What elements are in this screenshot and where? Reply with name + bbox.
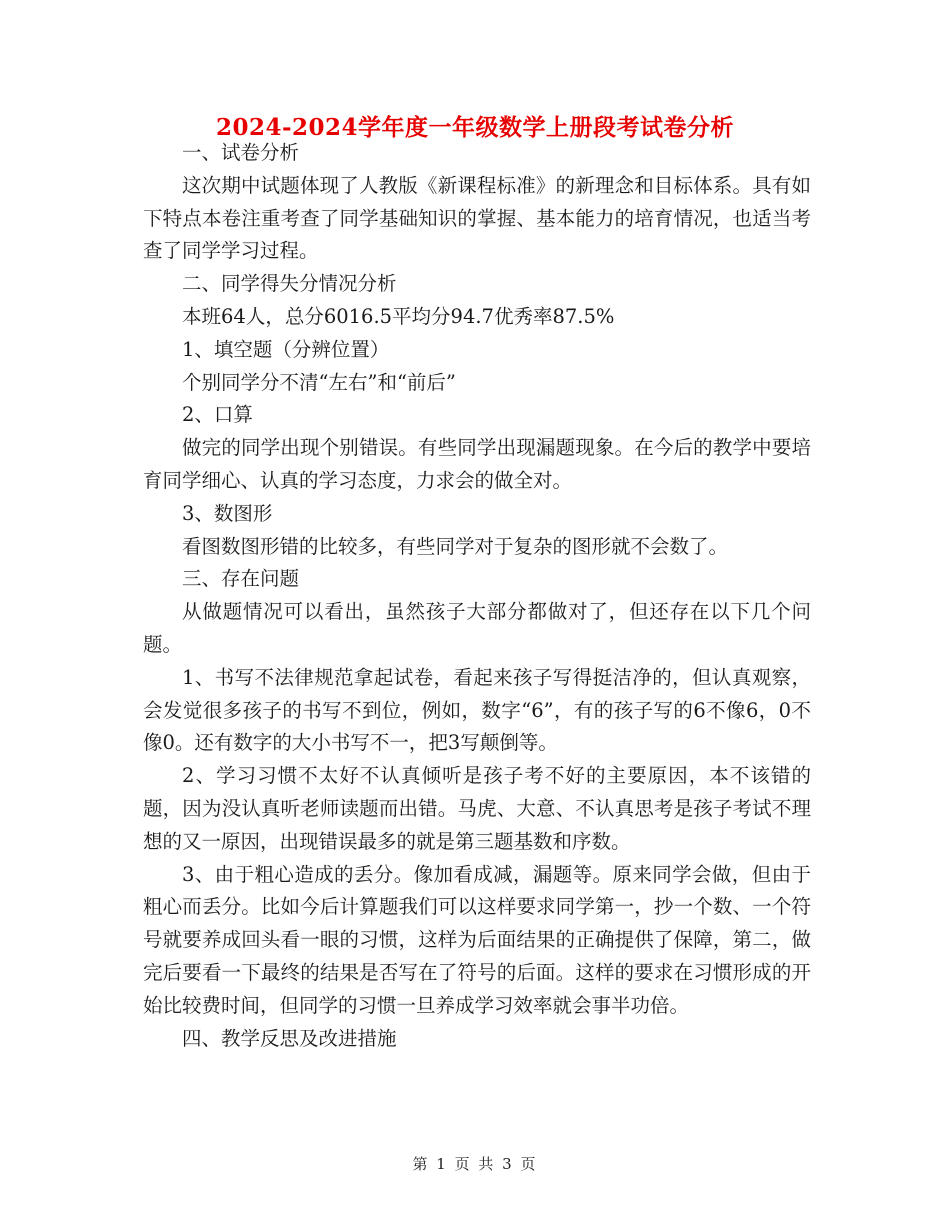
section-heading-problems: 三、存在问题 bbox=[182, 567, 300, 591]
paragraph-problems-intro: 从做题情况可以看出，虽然孩子大部分都做对了，但还存在以下几个问题。 bbox=[143, 600, 811, 656]
paragraph-problem-3: 3、由于粗心造成的丢分。像加看成减，漏题等。原来同学会做，但由于粗心而丢分。比如今后计算题我们可以这样要求同学第一，抄一个数、一个符号就要养成回头看一眼的习惯，这样为后面结果的正确提供了保障，第二，做完后要看一下最终的结果是否写在了符号的后面。这样的要求在习惯形成的开始比较费时间，但同学的习惯一旦养成学习效率就会事半功倍。 bbox=[143, 862, 811, 1017]
document-body bbox=[143, 137, 811, 1055]
paragraph-mental-math: 做完的同学出现个别错误。有些同学出现漏题现象。在今后的教学中要培育同学细心、认真的学习态度，力求会的做全对。 bbox=[143, 436, 811, 492]
paragraph-problem-1: 1、书写不法律规范拿起试卷，看起来孩子写得挺洁净的，但认真观察，会发觉很多孩子的书写不到位，例如，数字“6”，有的孩子写的6不像6，0不像0。还有数字的大小书写不一，把3写颠倒等。 bbox=[143, 665, 811, 755]
paragraph-problem-2: 2、学习习惯不太好不认真倾听是孩子考不好的主要原因，本不该错的题，因为没认真听老师读题而出错。马虎、大意、不认真思考是孩子考试不理想的又一原因，出现错误最多的就是第三题基数和序数。 bbox=[143, 764, 811, 853]
section-heading-score-analysis: 二、同学得失分情况分析 bbox=[182, 272, 397, 296]
document-title: 2024-2024学年度一年级数学上册段考试卷分析 bbox=[215, 114, 735, 141]
subheading-count-shapes: 3、数图形 bbox=[182, 501, 273, 525]
paragraph-count-shapes: 看图数图形错的比较多，有些同学对于复杂的图形就不会数了。 bbox=[182, 534, 729, 558]
page-footer: 第 1 页 共 3 页 bbox=[412, 1155, 538, 1173]
subheading-fill-in: 1、填空题（分辨位置） bbox=[182, 337, 390, 361]
section-heading-paper-analysis: 一、试卷分析 bbox=[182, 141, 300, 164]
paragraph-intro: 这次期中试题体现了人教版《新课程标准》的新理念和目标体系。具有如下特点本卷注重考查了同学基础知识的掌握、基本能力的培育情况，也适当考查了同学学习过程。 bbox=[143, 173, 811, 263]
section-heading-reflection: 四、教学反思及改进措施 bbox=[182, 1026, 397, 1050]
paragraph-class-stats: 本班64人，总分6016.5平均分94.7优秀率87.5% bbox=[182, 304, 615, 328]
paragraph-fill-in: 个别同学分不清“左右”和“前后” bbox=[182, 370, 456, 394]
subheading-mental-math: 2、口算 bbox=[182, 403, 253, 427]
